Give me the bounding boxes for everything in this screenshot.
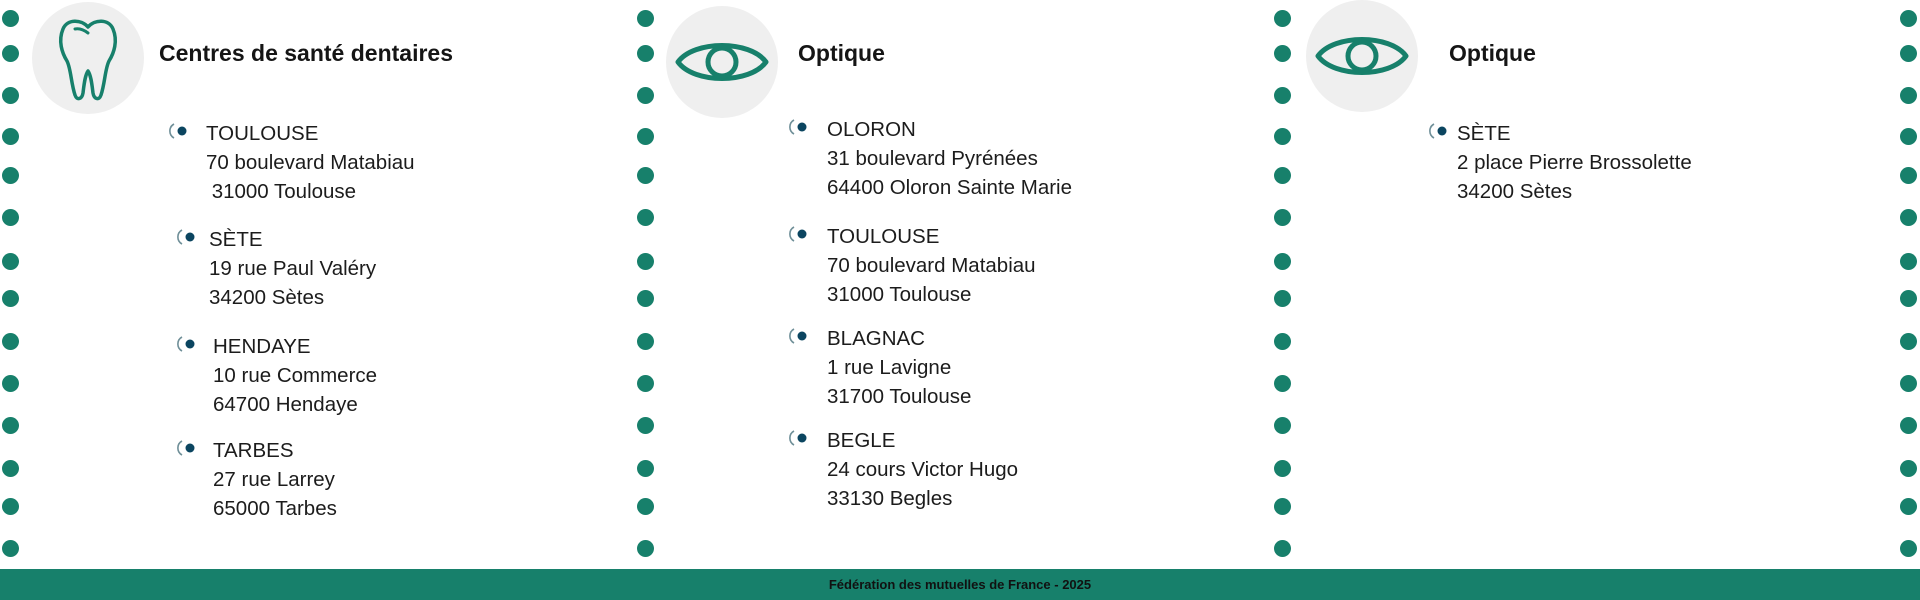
entry-postal: 31700 Toulouse <box>827 385 972 408</box>
tooth-icon-badge <box>32 2 144 114</box>
separator-dot <box>637 87 654 104</box>
separator-dot <box>1900 460 1917 477</box>
separator-dot <box>1274 128 1291 145</box>
bullet-icon <box>176 333 198 355</box>
separator-dot <box>1900 540 1917 557</box>
separator-dot <box>637 290 654 307</box>
entry-city: BLAGNAC <box>827 327 925 350</box>
separator-dot <box>637 540 654 557</box>
entry-street: 10 rue Commerce <box>213 364 378 387</box>
entry-street: 19 rue Paul Valéry <box>209 257 377 280</box>
separator-dot <box>637 333 654 350</box>
entry-postal: 31000 Toulouse <box>206 180 357 203</box>
dot-separator-2 <box>1274 0 1292 560</box>
separator-dot <box>2 540 19 557</box>
bullet-icon <box>788 116 810 138</box>
entry-city: BEGLE <box>827 429 896 452</box>
separator-dot <box>2 10 19 27</box>
separator-dot <box>2 290 19 307</box>
separator-dot <box>637 498 654 515</box>
entry-city: TOULOUSE <box>827 225 940 248</box>
separator-dot <box>637 253 654 270</box>
entry-postal: 64400 Oloron Sainte Marie <box>827 176 1073 199</box>
entry-city: OLORON <box>827 118 916 141</box>
separator-dot <box>1274 498 1291 515</box>
separator-dot <box>2 253 19 270</box>
bullet-icon <box>788 223 810 245</box>
separator-dot <box>2 375 19 392</box>
separator-dot <box>1900 333 1917 350</box>
separator-dot <box>1900 290 1917 307</box>
separator-dot <box>1274 375 1291 392</box>
footer-text: Fédération des mutuelles de France - 2025 <box>828 577 1092 592</box>
separator-dot <box>637 375 654 392</box>
entry-street: 27 rue Larrey <box>213 468 335 491</box>
separator-dot <box>2 209 19 226</box>
separator-dot <box>1900 87 1917 104</box>
entry-city: TARBES <box>213 439 294 462</box>
bullet-icon <box>788 325 810 347</box>
dot-separator-1 <box>637 0 655 560</box>
separator-dot <box>637 128 654 145</box>
entry-postal: 65000 Tarbes <box>213 497 337 520</box>
bullet-icon <box>788 427 810 449</box>
separator-dot <box>1274 460 1291 477</box>
separator-dot <box>2 128 19 145</box>
separator-dot <box>2 460 19 477</box>
separator-dot <box>1274 540 1291 557</box>
entry-street: 70 boulevard Matabiau <box>827 254 1036 277</box>
separator-dot <box>637 45 654 62</box>
separator-dot <box>1900 167 1917 184</box>
separator-dot <box>637 167 654 184</box>
separator-dot <box>2 167 19 184</box>
entry-postal: 34200 Sètes <box>1457 180 1573 203</box>
separator-dot <box>1274 167 1291 184</box>
bullet-icon <box>176 226 198 248</box>
separator-dot <box>2 417 19 434</box>
entry-postal: 33130 Begles <box>827 487 953 510</box>
separator-dot <box>2 45 19 62</box>
entry-postal: 64700 Hendaye <box>213 393 358 416</box>
separator-dot <box>1274 290 1291 307</box>
entry-street: 24 cours Victor Hugo <box>827 458 1019 481</box>
section-title: Optique <box>1449 40 1536 66</box>
eye-icon-badge <box>666 6 778 118</box>
separator-dot <box>637 10 654 27</box>
bullet-icon <box>176 437 198 459</box>
separator-dot <box>637 417 654 434</box>
separator-dot <box>1900 253 1917 270</box>
dot-separator-right <box>1900 0 1918 560</box>
eye-icon <box>674 32 770 92</box>
separator-dot <box>1900 417 1917 434</box>
separator-dot <box>1274 10 1291 27</box>
separator-dot <box>637 460 654 477</box>
separator-dot <box>1900 10 1917 27</box>
separator-dot <box>2 87 19 104</box>
dot-separator-left <box>2 0 20 560</box>
separator-dot <box>637 209 654 226</box>
entry-postal: 31000 Toulouse <box>827 283 972 306</box>
separator-dot <box>1900 209 1917 226</box>
separator-dot <box>1900 128 1917 145</box>
bullet-icon <box>1428 120 1450 142</box>
tooth-icon <box>53 13 123 103</box>
bullet-icon <box>168 120 190 142</box>
separator-dot <box>1274 333 1291 350</box>
eye-icon-badge <box>1306 0 1418 112</box>
footer-bar <box>0 569 1920 600</box>
entry-street: 1 rue Lavigne <box>827 356 952 379</box>
eye-icon <box>1314 26 1410 86</box>
separator-dot <box>1900 375 1917 392</box>
separator-dot <box>1274 87 1291 104</box>
separator-dot <box>1274 45 1291 62</box>
entry-city: HENDAYE <box>213 335 311 358</box>
entry-city: SÈTE <box>209 228 263 251</box>
separator-dot <box>1900 45 1917 62</box>
entry-city: TOULOUSE <box>206 122 319 145</box>
separator-dot <box>1274 417 1291 434</box>
separator-dot <box>2 333 19 350</box>
section-title: Optique <box>798 40 885 66</box>
section-title: Centres de santé dentaires <box>159 40 454 66</box>
entry-street: 70 boulevard Matabiau <box>206 151 415 174</box>
separator-dot <box>1274 209 1291 226</box>
separator-dot <box>2 498 19 515</box>
entry-street: 31 boulevard Pyrénées <box>827 147 1038 170</box>
separator-dot <box>1900 498 1917 515</box>
separator-dot <box>1274 253 1291 270</box>
entry-postal: 34200 Sètes <box>209 286 325 309</box>
entry-city: SÈTE <box>1457 122 1511 145</box>
entry-street: 2 place Pierre Brossolette <box>1457 151 1692 174</box>
